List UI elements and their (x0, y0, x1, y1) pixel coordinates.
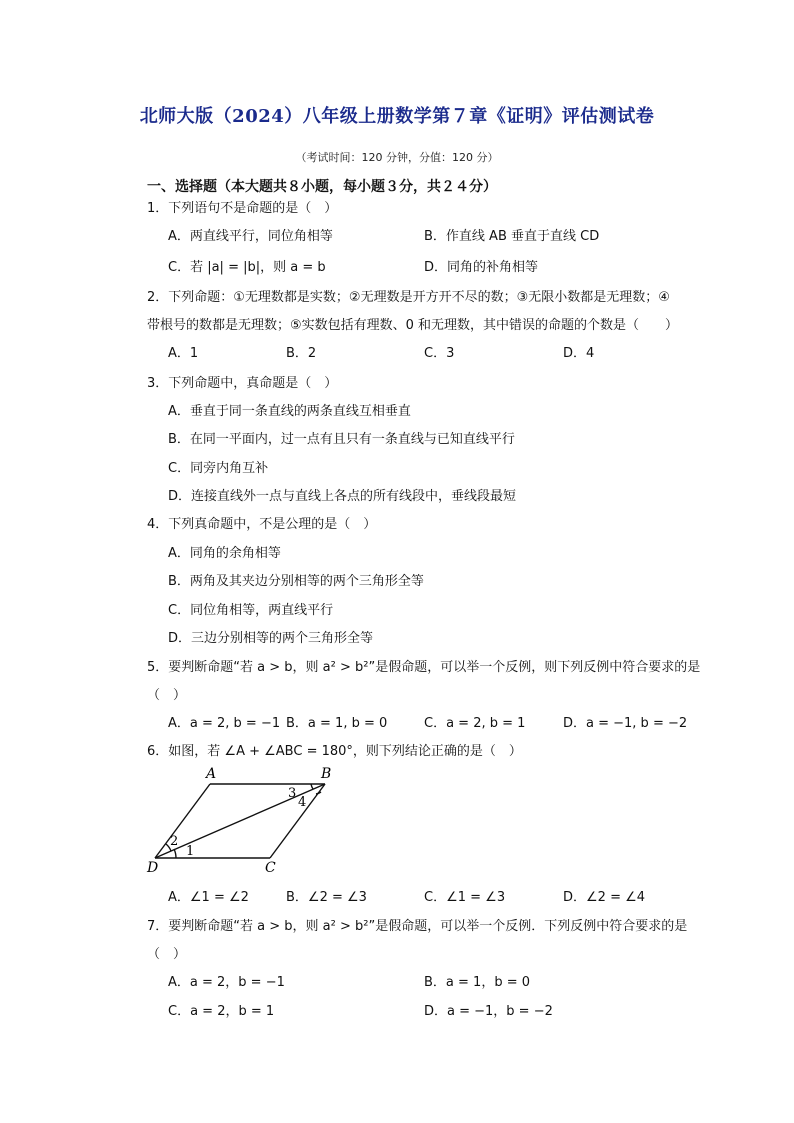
q1-option-b: B．作直线 AB 垂直于直线 CD (424, 229, 600, 244)
q3-option-d: D．连接直线外一点与直线上各点的所有线段中，垂线段最短 (168, 489, 517, 504)
q2-option-b: B．2 (286, 346, 317, 361)
question-2-stem-line-1: 2．下列命题：①无理数都是实数；②无理数是开方开不尽的数；③无限小数都是无理数；④ (147, 290, 670, 305)
angle-3-arc (311, 784, 313, 789)
question-3-stem: 3．下列命题中，真命题是（ ） (147, 376, 338, 391)
q4-option-c: C．同位角相等，两直线平行 (168, 603, 334, 618)
exam-info: （考试时间：120 分钟，分值：120 分） (295, 151, 499, 164)
q3-option-a: A．垂直于同一条直线的两条直线互相垂直 (168, 404, 411, 419)
parallelogram-figure (140, 762, 340, 874)
q6-option-b: B．∠2 = ∠3 (286, 890, 367, 905)
question-5-stem-line-2: （ ） (147, 688, 187, 703)
q7-option-c: C．a = 2，b = 1 (168, 1004, 275, 1019)
q6-option-d: D．∠2 = ∠4 (563, 890, 646, 905)
question-7-stem-line-1: 7．要判断命题“若 a > b，则 a² > b²”是假命题，可以举一个反例．下列反例中符合要求的是 (147, 919, 688, 934)
q6-option-a: A．∠1 = ∠2 (168, 890, 249, 905)
q7-option-b: B．a = 1，b = 0 (424, 975, 530, 990)
q7-option-a: A．a = 2，b = −1 (168, 975, 285, 990)
q3-option-b: B．在同一平面内，过一点有且只有一条直线与已知直线平行 (168, 432, 515, 447)
q6-option-c: C．∠1 = ∠3 (424, 890, 506, 905)
question-1-stem: 1．下列语句不是命题的是（ ） (147, 201, 338, 216)
angle-1-arc (174, 849, 176, 858)
angle-3-label: 3 (288, 786, 297, 801)
q5-option-a: A．a = 2, b = −1 (168, 716, 281, 731)
question-6-stem: 6．如图，若 ∠A + ∠ABC = 180°，则下列结论正确的是（ ） (147, 744, 522, 759)
q1-option-a: A．两直线平行，同位角相等 (168, 229, 333, 244)
q5-option-c: C．a = 2, b = 1 (424, 716, 526, 731)
question-7-stem-line-2: （ ） (147, 947, 187, 962)
q1-option-d: D．同角的补角相等 (424, 260, 539, 275)
q3-option-c: C．同旁内角互补 (168, 461, 269, 476)
question-2-stem-line-2: 带根号的数都是无理数；⑤实数包括有理数、0 和无理数，其中错误的命题的个数是（ ） (147, 318, 679, 333)
segment-da (155, 784, 210, 858)
q1-option-c: C．若 |a| = |b|，则 a = b (168, 260, 326, 275)
question-4-stem: 4．下列真命题中，不是公理的是（ ） (147, 517, 377, 532)
question-5-stem-line-1: 5．要判断命题“若 a > b，则 a² > b²”是假命题，可以举一个反例，则下列反例中符合要求的是 (147, 660, 701, 675)
q2-option-d: D．4 (563, 346, 595, 361)
page-title: 北师大版（2024）八年级上册数学第７章《证明》评估测试卷 (139, 106, 655, 127)
angle-1-label: 1 (186, 844, 195, 859)
q4-option-a: A．同角的余角相等 (168, 546, 281, 561)
vertex-b-label: B (321, 766, 332, 782)
section-heading: 一、选择题（本大题共８小题，每小题３分，共２４分） (147, 179, 497, 195)
q4-option-b: B．两角及其夹边分别相等的两个三角形全等 (168, 574, 424, 589)
q5-option-b: B．a = 1, b = 0 (286, 716, 388, 731)
q5-option-d: D．a = −1, b = −2 (563, 716, 688, 731)
angle-2-label: 2 (170, 834, 179, 849)
q7-option-d: D．a = −1，b = −2 (424, 1004, 553, 1019)
vertex-d-label: D (147, 860, 159, 874)
q4-option-d: D．三边分别相等的两个三角形全等 (168, 631, 374, 646)
q2-option-c: C．3 (424, 346, 455, 361)
vertex-c-label: C (265, 860, 276, 874)
vertex-a-label: A (206, 766, 217, 782)
q2-option-a: A．1 (168, 346, 199, 361)
angle-4-label: 4 (298, 795, 307, 810)
